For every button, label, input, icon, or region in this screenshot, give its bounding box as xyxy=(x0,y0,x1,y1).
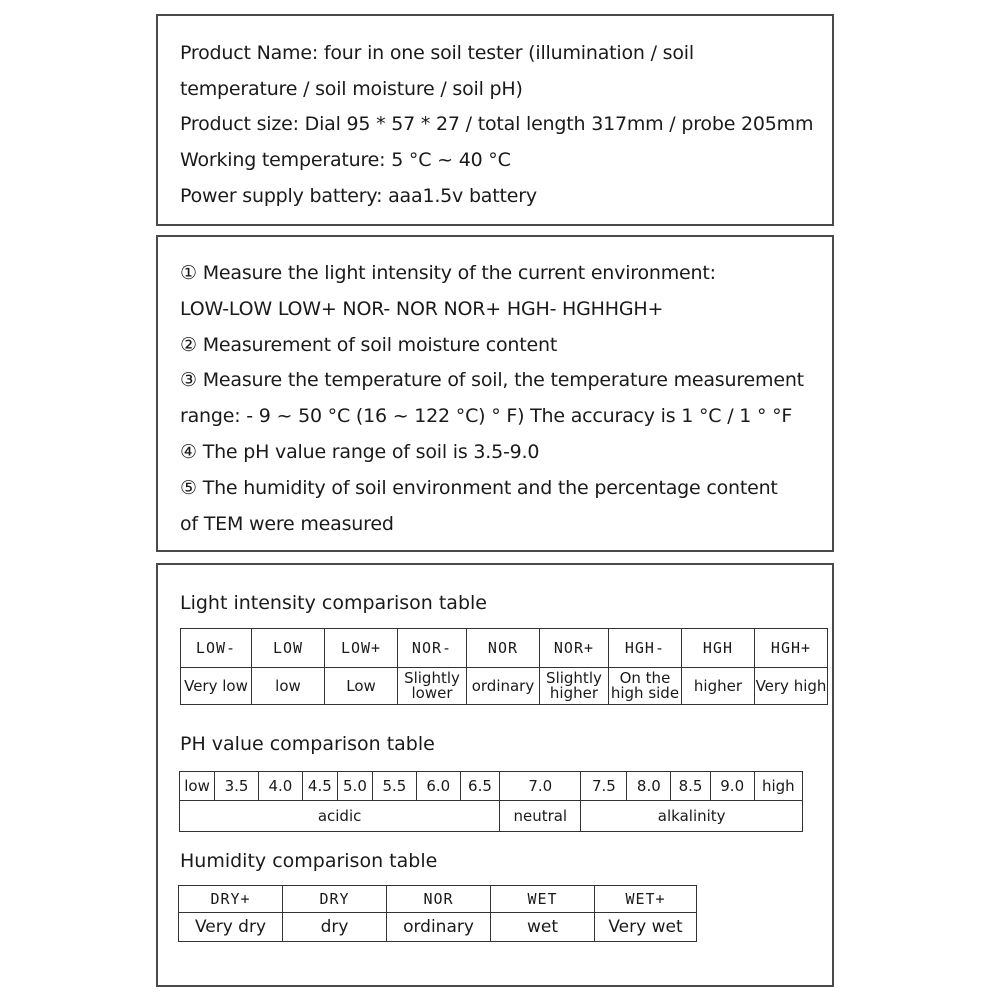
spec-list xyxy=(180,36,813,215)
spec-line: Product Name: four in one soil tester (illumination / soil xyxy=(180,42,694,64)
ph-value-cell: 7.5 xyxy=(581,772,627,801)
light-meaning-cell: ordinary xyxy=(466,668,539,705)
feature-2-text: Measurement of soil moisture content xyxy=(202,333,558,356)
light-meaning-cell: higher xyxy=(681,668,754,705)
feature-4-text: The pH value range of soil is 3.5-9.0 xyxy=(202,440,540,463)
ph-value-cell: 8.5 xyxy=(671,772,710,801)
humidity-code-cell: DRY+ xyxy=(179,886,283,913)
ph-value-cell: 9.0 xyxy=(710,772,754,801)
feature-2 xyxy=(180,328,804,364)
tables-panel xyxy=(156,563,834,987)
circled-number-2: ② xyxy=(180,333,197,356)
light-code-cell: LOW- xyxy=(181,629,252,668)
humidity-meaning-cell: Very dry xyxy=(179,913,283,942)
light-code-cell: NOR xyxy=(466,629,539,668)
circled-number-5: ⑤ xyxy=(180,476,197,499)
ph-category-row xyxy=(180,801,803,832)
light-meaning-cell: Very low xyxy=(181,668,252,705)
feature-5-text: The humidity of soil environment and the percentage content xyxy=(202,476,778,499)
ph-value-table xyxy=(179,771,803,832)
light-intensity-table xyxy=(180,628,828,705)
spec-panel xyxy=(156,14,834,226)
ph-acidic-cell: acidic xyxy=(180,801,500,832)
light-code-row xyxy=(181,629,828,668)
light-meaning-cell: Very high xyxy=(754,668,827,705)
ph-values-row xyxy=(180,772,803,801)
light-table-title: Light intensity comparison table xyxy=(180,592,487,614)
ph-value-cell: 6.0 xyxy=(416,772,460,801)
ph-value-cell: 5.5 xyxy=(373,772,417,801)
spec-line: Product size: Dial 95 * 57 * 27 / total length 317mm / probe 205mm xyxy=(180,113,814,136)
ph-value-cell: 3.5 xyxy=(215,772,259,801)
features-panel xyxy=(156,235,834,552)
humidity-code-cell: WET+ xyxy=(595,886,697,913)
spec-line: temperature / soil moisture / soil pH) xyxy=(180,77,523,100)
feature-3-range: range: - 9 ~ 50 °C (16 ~ 122 °C) ° F) The accuracy is 1 °C / 1 ° °F xyxy=(180,405,793,428)
humidity-meaning-cell: ordinary xyxy=(387,913,491,942)
ph-value-cell: 4.5 xyxy=(302,772,337,801)
ph-alkaline-cell: alkalinity xyxy=(581,801,803,832)
light-meaning-cell: Low xyxy=(325,668,398,705)
feature-1-levels: LOW-LOW LOW+ NOR- NOR NOR+ HGH- HGHHGH+ xyxy=(180,297,664,320)
light-meaning-row xyxy=(181,668,828,705)
ph-value-cell: 7.0 xyxy=(500,772,581,801)
feature-5 xyxy=(180,471,804,507)
light-code-cell: NOR+ xyxy=(539,629,608,668)
light-code-cell: NOR- xyxy=(398,629,467,668)
ph-value-cell: low xyxy=(180,772,215,801)
humidity-code-cell: NOR xyxy=(387,886,491,913)
humidity-table xyxy=(178,885,697,942)
light-code-cell: HGH+ xyxy=(754,629,827,668)
humidity-code-cell: DRY xyxy=(283,886,387,913)
feature-1 xyxy=(180,256,804,292)
ph-value-cell: 8.0 xyxy=(627,772,671,801)
light-meaning-cell: On the high side xyxy=(608,668,681,705)
humidity-code-cell: WET xyxy=(491,886,595,913)
humidity-meaning-row xyxy=(179,913,697,942)
ph-table-title: PH value comparison table xyxy=(180,733,435,755)
light-meaning-cell: low xyxy=(251,668,324,705)
circled-number-3: ③ xyxy=(180,369,197,392)
feature-5-continued: of TEM were measured xyxy=(180,512,394,535)
feature-3-text: Measure the temperature of soil, the temperature measurement xyxy=(202,369,804,392)
feature-3 xyxy=(180,363,804,399)
light-code-cell: HGH xyxy=(681,629,754,668)
ph-value-cell: 6.5 xyxy=(460,772,499,801)
humidity-table-title: Humidity comparison table xyxy=(180,850,438,872)
ph-value-cell: 4.0 xyxy=(258,772,302,801)
feature-4 xyxy=(180,435,804,471)
humidity-meaning-cell: dry xyxy=(283,913,387,942)
light-code-cell: LOW+ xyxy=(325,629,398,668)
ph-neutral-cell: neutral xyxy=(500,801,581,832)
light-meaning-cell: Slightly lower xyxy=(398,668,467,705)
light-code-cell: LOW xyxy=(251,629,324,668)
spec-line: Working temperature: 5 °C ~ 40 °C xyxy=(180,149,511,172)
ph-value-cell: 5.0 xyxy=(337,772,372,801)
humidity-meaning-cell: wet xyxy=(491,913,595,942)
feature-list xyxy=(180,256,804,542)
humidity-meaning-cell: Very wet xyxy=(595,913,697,942)
feature-1-text: Measure the light intensity of the current environment: xyxy=(202,262,716,284)
humidity-code-row xyxy=(179,886,697,913)
circled-number-1: ① xyxy=(180,262,197,284)
circled-number-4: ④ xyxy=(180,440,197,463)
spec-line: Power supply battery: aaa1.5v battery xyxy=(180,184,537,207)
light-meaning-cell: Slightly higher xyxy=(539,668,608,705)
light-code-cell: HGH- xyxy=(608,629,681,668)
ph-value-cell: high xyxy=(754,772,802,801)
